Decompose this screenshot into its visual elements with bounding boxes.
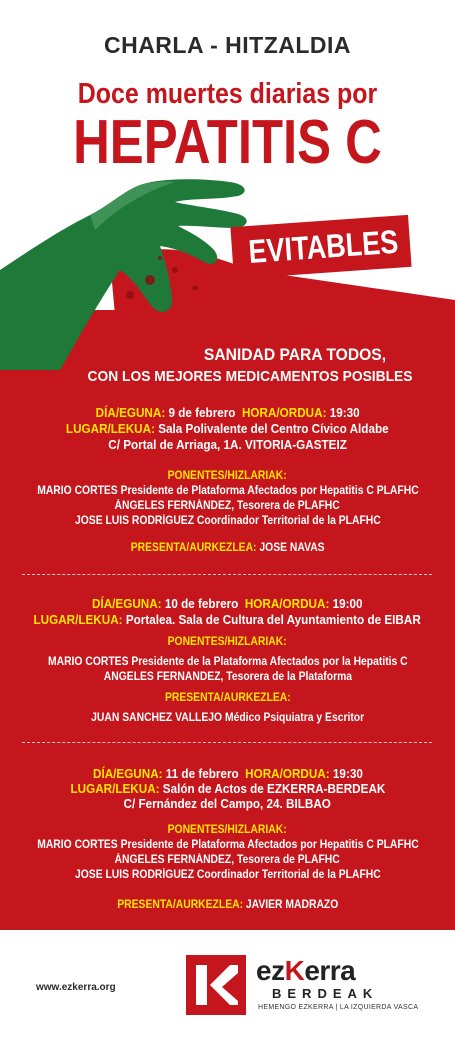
tagline-line2: CON LOS MEJORES MEDICAMENTOS POSIBLES (87, 368, 413, 385)
speakers-label: PONENTES/HIZLARIAK: (167, 824, 288, 836)
speakers-heading (0, 470, 455, 482)
event-date: 10 de febrero (165, 596, 239, 611)
day-label: DÍA/EGUNA: (95, 405, 166, 420)
dashed-divider (22, 574, 432, 575)
event-time: 19:00 (332, 596, 363, 611)
place-label: LUGAR/LEKUA: (70, 781, 160, 796)
event-date: 11 de febrero (165, 766, 239, 781)
speakers-label: PONENTES/HIZLARIAK: (167, 470, 288, 482)
ezkerra-logo-icon (186, 955, 246, 1015)
speaker-line (0, 485, 455, 497)
event-datetime-line (0, 596, 455, 611)
event-address: C/ Fernández del Campo, 24. BILBAO (123, 796, 332, 811)
day-label: DÍA/EGUNA: (92, 596, 162, 611)
event-place: Salón de Actos de EZKERRA-BERDEAK (162, 781, 385, 796)
brand-name (256, 955, 355, 987)
headline: Doce muertes diarias por (77, 78, 378, 110)
speaker-line (0, 671, 455, 683)
presenter-label: PRESENTA/AURKEZLEA: (164, 692, 291, 704)
speaker-1: MARIO CORTES Presidente de Plataforma Afectados por Hepatitis C PLAFHC (36, 839, 419, 851)
event-date: 9 de febrero (168, 405, 236, 420)
tagline-line1: SANIDAD PARA TODOS, (203, 345, 387, 364)
website-link[interactable]: www.ezkerra.org (36, 982, 116, 993)
event-datetime-line (0, 766, 455, 781)
brand-prefix: ez (256, 955, 285, 986)
hand-illustration (0, 170, 455, 370)
speaker-line (0, 869, 455, 881)
speakers-heading (0, 824, 455, 836)
event-place: Sala Polivalente del Centro Cívico Aldabe (158, 421, 389, 436)
header (0, 0, 455, 185)
event-place-line (0, 781, 455, 796)
event-time: 19:30 (332, 766, 363, 781)
time-label: HORA/ORDUA: (241, 405, 327, 420)
speaker-3: JOSE LUIS RODRÍGUEZ Coordinador Territorial de la PLAFHC (74, 515, 381, 527)
event-address: C/ Portal de Arriaga, 1A. VITORIA-GASTEIZ (108, 437, 347, 452)
brand-k: K (284, 955, 305, 986)
speaker-1: MARIO CORTES Presidente de la Plataforma Afectados por la Hepatitis C (47, 656, 408, 668)
speaker-2: ANGELES FERNANDEZ, Tesorera de la Plataforma (103, 671, 352, 683)
time-label: HORA/ORDUA: (245, 596, 330, 611)
presenter-heading (0, 692, 455, 704)
event-place-line (0, 612, 455, 627)
speaker-line (0, 854, 455, 866)
speakers-heading (0, 636, 455, 648)
presenter-line (0, 712, 455, 724)
presenter-line (0, 542, 455, 554)
speaker-line (0, 656, 455, 668)
logo-k-icon (186, 955, 246, 1015)
speaker-1: MARIO CORTES Presidente de Plataforma Afectados por Hepatitis C PLAFHC (36, 485, 419, 497)
event-address-line (0, 437, 455, 452)
evitables-text: EVITABLES (247, 222, 400, 271)
speaker-line (0, 839, 455, 851)
speaker-line (0, 515, 455, 527)
day-label: DÍA/EGUNA: (92, 766, 163, 781)
presenter-name: JUAN SANCHEZ VALLEJO Médico Psiquiatra y Escritor (90, 712, 364, 724)
brand-sub: BERDEAK (272, 986, 379, 1001)
presenter-label: PRESENTA/AURKEZLEA: (116, 899, 243, 911)
big-title: HEPATITIS C (73, 108, 382, 177)
event-address-line (0, 796, 455, 811)
event-place: Portalea. Sala de Cultura del Ayuntamiento de EIBAR (126, 612, 422, 627)
event-time: 19:30 (329, 405, 360, 420)
time-label: HORA/ORDUA: (244, 766, 330, 781)
event-place-line (0, 421, 455, 436)
dashed-divider (22, 742, 432, 743)
speaker-3: JOSE LUIS RODRÍGUEZ Coordinador Territorial de la PLAFHC (74, 869, 381, 881)
brand-suffix: erra (304, 955, 356, 986)
event-datetime-line (0, 405, 455, 420)
charla-title: CHARLA - HITZALDIA (103, 32, 352, 58)
speaker-2: ÁNGELES FERNÁNDEZ, Tesorera de PLAFHC (114, 854, 341, 866)
presenter-line (0, 899, 455, 911)
speaker-line (0, 500, 455, 512)
presenter-label: PRESENTA/AURKEZLEA: (130, 542, 257, 554)
presenter-name: JAVIER MADRAZO (245, 899, 339, 911)
place-label: LUGAR/LEKUA: (33, 612, 123, 627)
place-label: LUGAR/LEKUA: (66, 421, 156, 436)
presenter-name: JOSE NAVAS (259, 542, 325, 554)
speaker-2: ÁNGELES FERNÁNDEZ, Tesorera de PLAFHC (114, 500, 341, 512)
speakers-label: PONENTES/HIZLARIAK: (167, 636, 288, 648)
brand-tagline: HEMENGO EZKERRA | LA IZQUIERDA VASCA (258, 1004, 419, 1011)
